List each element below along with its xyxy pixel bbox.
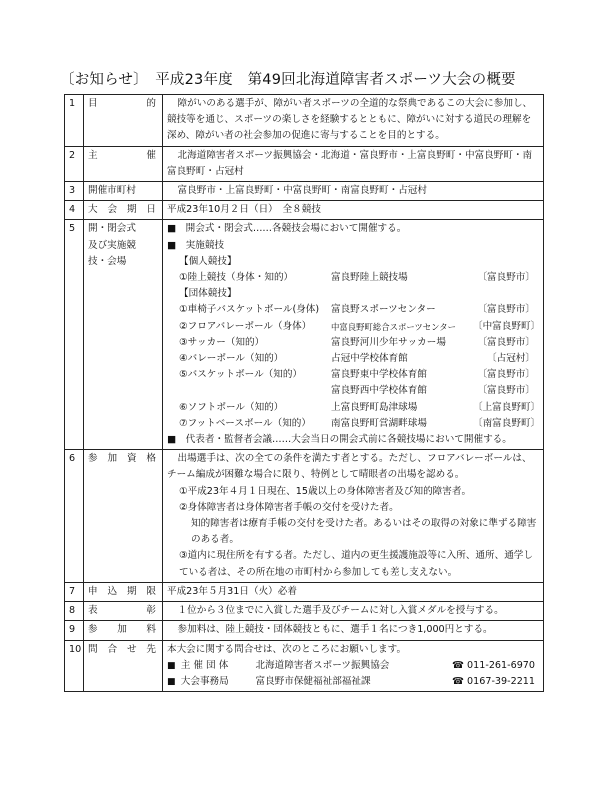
- event-row: ⑤バスケットボール（知的） 富良野東中学校体育館 〔富良野市〕: [179, 369, 535, 381]
- row-organizer: [65, 146, 544, 181]
- individual-heading: 【個人競技】: [179, 255, 237, 267]
- managers-meeting-text: ■ 代表者・監督者会議……大会当日の開会式前に各競技場において開催する。: [167, 434, 512, 446]
- event-row: 富良野西中学校体育館 〔富良野市〕: [331, 385, 535, 397]
- row-content: [163, 602, 544, 621]
- eligibility-condition-3: ③道内に現住所を有する者。ただし、道内の更生援護施設等に入所、通所、通学している者は、その所在地の市町村から参加しても差し支えない。: [179, 550, 533, 578]
- row-content: [163, 621, 544, 640]
- outline-table: [64, 94, 544, 692]
- row-contact: [65, 640, 544, 692]
- row-events: [65, 220, 544, 450]
- row-host-municipalities: [65, 182, 544, 201]
- row-label: 主 催: [84, 146, 163, 181]
- row-content: [163, 582, 544, 601]
- row-label: 参 加 料: [84, 621, 163, 640]
- row-label: 参 加 資 格: [84, 450, 163, 583]
- event-row: ③サッカー（知的） 富良野河川少年サッカー場 〔富良野市〕: [179, 336, 535, 348]
- row-content: [163, 640, 544, 692]
- row-content: [163, 450, 544, 583]
- event-row: ①車椅子バスケットボール(身体) 富良野スポーツセンター 〔富良野市〕: [179, 304, 535, 316]
- phone-number: ☎ 0167-39-2211: [452, 675, 536, 687]
- row-number: 4: [65, 201, 84, 220]
- row-content: [163, 220, 544, 450]
- row-content: [163, 146, 544, 181]
- eligibility-condition-2: ②身体障害者は身体障害者手帳の交付を受けた者。: [179, 501, 399, 513]
- host-text: 富良野市・上富良野町・中富良野町・南富良野町・占冠村: [177, 185, 427, 197]
- row-number: 9: [65, 621, 84, 640]
- date-text: 平成23年10月２日（日） 全８競技: [167, 204, 321, 216]
- fee-text: 参加料は、陸上競技・団体競技ともに、選手１名につき1,000円とする。: [177, 624, 493, 636]
- contact-intro: 本大会に関する問合せは、次のところにお願いします。: [167, 643, 407, 655]
- square-bullet-icon: ■: [167, 660, 176, 671]
- row-number: 6: [65, 450, 84, 583]
- row-label: 申 込 期 限: [84, 582, 163, 601]
- event-row: ⑥ソフトボール（知的） 上富良野町島津球場 〔上富良野町〕: [179, 401, 541, 413]
- team-heading: 【団体競技】: [179, 288, 237, 300]
- row-fee: [65, 621, 544, 640]
- contact-row: ■ 大会事務局 富良野市保健福祉部福祉課 ☎ 0167-39-2211: [167, 674, 539, 690]
- row-number: 10: [65, 640, 84, 692]
- row-number: 7: [65, 582, 84, 601]
- row-date: [65, 201, 544, 220]
- event-row: ④バレーボール（知的） 占冠中学校体育館 〔占冠村〕: [179, 353, 535, 365]
- page-title: 〔お知らせ〕 平成23年度 第49回北海道障害者スポーツ大会の概要: [60, 72, 516, 88]
- row-number: 1: [65, 95, 84, 147]
- contact-row: ■ 主 催 団 体 北海道障害者スポーツ振興協会 ☎ 011-261-6970: [167, 658, 539, 674]
- row-number: 5: [65, 220, 84, 450]
- row-purpose: [65, 95, 544, 147]
- row-label: 開催市町村: [84, 182, 163, 201]
- eligibility-intro: 出場選手は、次の全ての条件を満たす者とする。ただし、フロアバレーボールは、チーム編成が困難な場合に限り、特例として晴眼者の出場を認める。: [167, 453, 532, 481]
- row-number: 3: [65, 182, 84, 201]
- row-eligibility: [65, 450, 544, 583]
- phone-number: ☎ 011-261-6970: [452, 659, 536, 671]
- square-bullet-icon: ■: [167, 676, 176, 687]
- organizer-text: 北海道障害者スポーツ振興協会・北海道・富良野市・上富良野町・中富良野町・南富良野町・占冠村: [167, 149, 533, 177]
- row-label: 大 会 期 日: [84, 201, 163, 220]
- eligibility-condition-1: ①平成23年４月１日現在、15歳以上の身体障害者及び知的障害者。: [179, 485, 472, 497]
- row-number: 2: [65, 146, 84, 181]
- row-awards: [65, 602, 544, 621]
- row-deadline: [65, 582, 544, 601]
- awards-text: １位から３位までに入賞した選手及びチームに対し入賞メダルを授与する。: [177, 605, 504, 617]
- row-content: [163, 201, 544, 220]
- eligibility-condition-2b: 知的障害者は療育手帳の交付を受けた者。あるいはその取得の対象に準ずる障害のある者。: [191, 518, 537, 546]
- row-content: [163, 95, 544, 147]
- deadline-text: 平成23年５月31日（火）必着: [167, 585, 297, 597]
- row-label: 表 彰: [84, 602, 163, 621]
- event-row: ②フロアバレーボール（身体） 中富良野町総合スポーツセンター 〔中富良野町〕: [179, 320, 541, 332]
- events-heading: ■ 実施競技: [167, 239, 225, 251]
- row-number: 8: [65, 602, 84, 621]
- event-row: ⑦フットベースボール（知的） 南富良野町営湖畔球場 〔南富良野町〕: [179, 417, 541, 429]
- row-content: [163, 182, 544, 201]
- row-label: 問 合 せ 先: [84, 640, 163, 692]
- ceremony-text: ■ 開会式・閉会式……各競技会場において開催する。: [167, 223, 407, 235]
- row-label: 開・閉会式 及び実施競 技・会場: [84, 220, 163, 450]
- purpose-text: 障がいのある選手が、障がい者スポーツの全道的な祭典であるこの大会に参加し、競技等を通じ、スポーツの楽しさを経験するとともに、障がいに対する道民の理解を深め、障がい者の社会参加の促進に寄与することを目的とする。: [167, 98, 533, 142]
- row-label: 目 的: [84, 95, 163, 147]
- event-row: ①陸上競技（身体・知的） 富良野陸上競技場 〔富良野市〕: [179, 272, 535, 284]
